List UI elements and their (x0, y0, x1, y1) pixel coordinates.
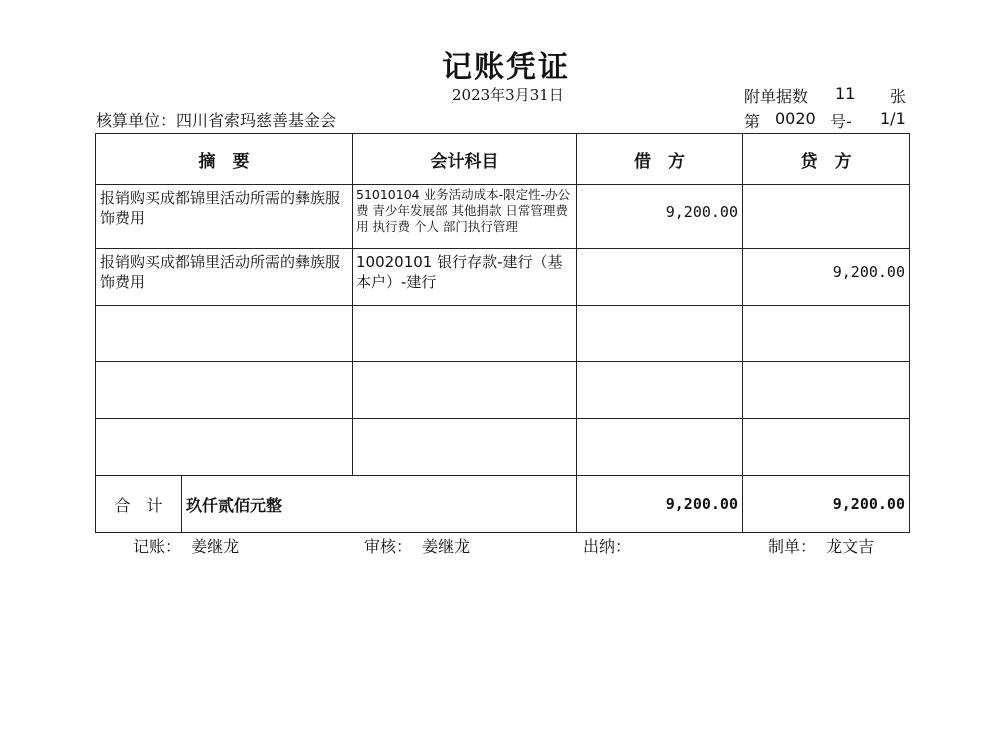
total-debit: 9,200.00 (577, 476, 743, 533)
voucher-date: 2023年3月31日 (452, 86, 564, 104)
attachments-unit: 张 (890, 87, 907, 106)
total-credit: 9,200.00 (743, 476, 910, 533)
header-summary: 摘 要 (96, 134, 353, 185)
voucher-page: 1/1 (880, 109, 906, 128)
attachments-label: 附单据数 (744, 87, 809, 106)
attachments-count: 11 (835, 84, 856, 103)
table-row (96, 306, 910, 362)
accounting-unit-name: 四川省索玛慈善基金会 (176, 111, 337, 130)
accounting-unit-label: 核算单位： (96, 111, 177, 130)
total-amount-words: 玖仟贰佰元整 (182, 476, 577, 533)
total-label: 合 计 (96, 476, 182, 533)
row-summary (96, 419, 353, 476)
row-debit: 9,200.00 (577, 185, 743, 249)
row-summary: 报销购买成都锦里活动所需的彝族服饰费用 (96, 249, 353, 306)
voucher-suffix: 号- (830, 112, 852, 131)
row-debit (577, 362, 743, 419)
voucher-number: 0020 (775, 109, 816, 128)
voucher-prefix: 第 (744, 112, 761, 131)
header-debit: 借 方 (577, 134, 743, 185)
row-account (353, 306, 577, 362)
preparer-signature: 制单： 龙文吉 (768, 537, 875, 556)
row-account: 10020101 银行存款-建行（基本户）-建行 (353, 249, 577, 306)
row-account (353, 362, 577, 419)
row-summary (96, 362, 353, 419)
table-header-row (96, 134, 910, 185)
header-credit: 贷 方 (743, 134, 910, 185)
row-debit (577, 419, 743, 476)
accounting-unit (96, 108, 336, 131)
table-row (96, 249, 910, 306)
row-account: 51010104 业务活动成本-限定性-办公费 青少年发展部 其他捐款 日常管理费用 执行费 个人 部门执行管理 (353, 185, 577, 249)
cashier-signature: 出纳： (583, 537, 632, 556)
reviewer-signature: 审核： 姜继龙 (364, 537, 471, 556)
row-credit (743, 419, 910, 476)
row-account (353, 419, 577, 476)
table-row (96, 419, 910, 476)
table-row (96, 185, 910, 249)
row-summary (96, 306, 353, 362)
voucher-title: 记账凭证 (442, 50, 570, 85)
row-credit (743, 185, 910, 249)
row-debit (577, 306, 743, 362)
row-credit (743, 306, 910, 362)
header-account: 会计科目 (353, 134, 577, 185)
total-row (96, 476, 910, 533)
row-credit: 9,200.00 (743, 249, 910, 306)
bookkeeper-signature: 记账： 姜继龙 (133, 537, 240, 556)
row-debit (577, 249, 743, 306)
row-credit (743, 362, 910, 419)
table-row (96, 362, 910, 419)
row-summary: 报销购买成都锦里活动所需的彝族服饰费用 (96, 185, 353, 249)
voucher-table (95, 133, 910, 533)
